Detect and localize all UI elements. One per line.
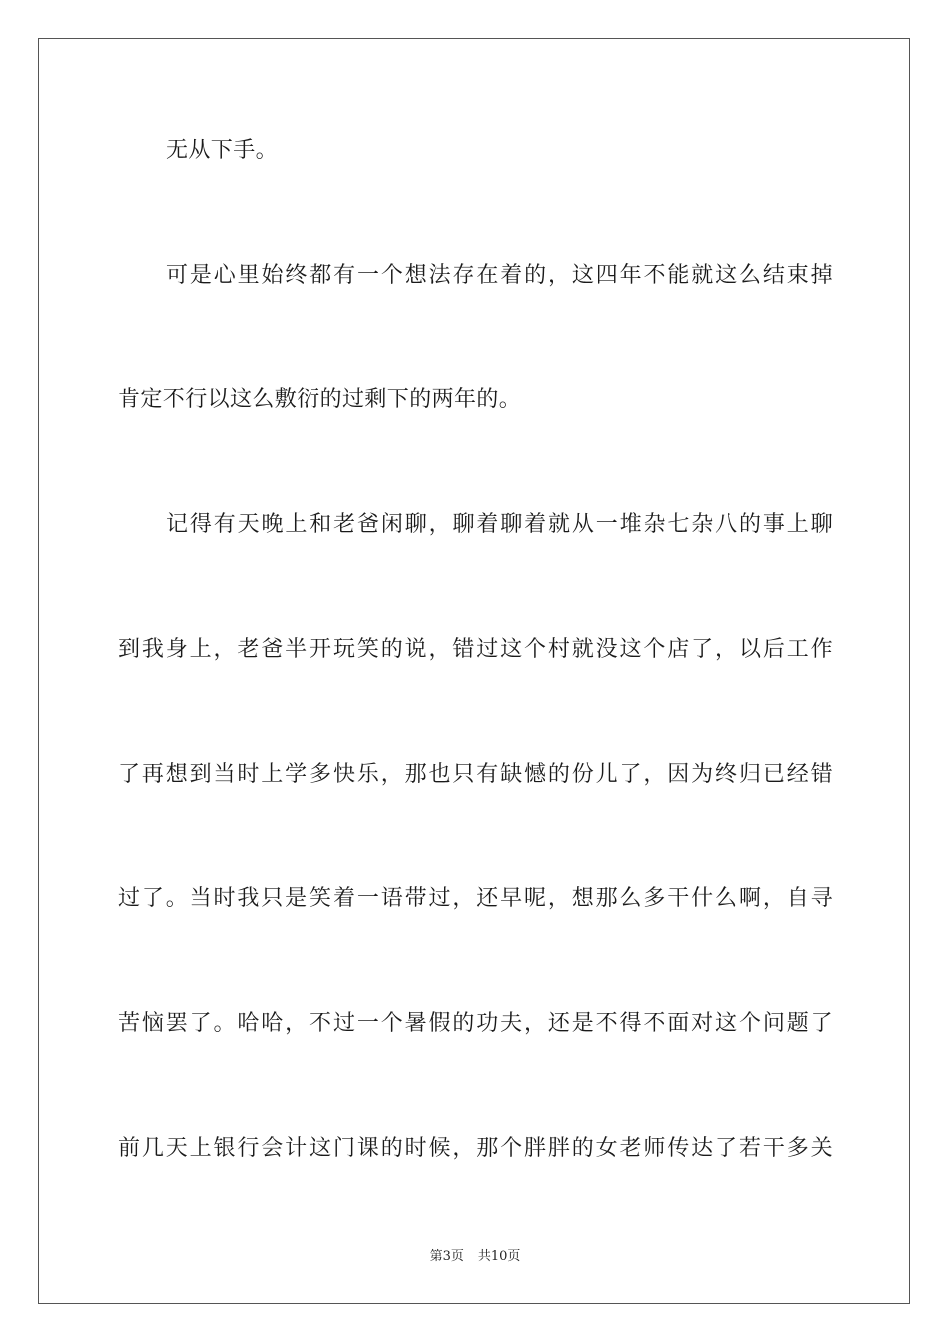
text-line-2: 可是心里始终都有一个想法存在着的，这四年不能就这么结束掉: [166, 263, 833, 288]
page-border: [38, 38, 910, 1304]
text-line-6: 了再想到当时上学多快乐，那也只有缺憾的份儿了，因为终归已经错: [118, 762, 833, 787]
page-number: 第3页: [429, 1249, 464, 1264]
text-line-3: 肯定不行以这么敷衍的过剩下的两年的。: [118, 387, 522, 412]
page-footer: [0, 1248, 950, 1266]
text-line-1: 无从下手。: [166, 138, 279, 163]
text-line-8: 苦恼罢了。哈哈，不过一个暑假的功夫，还是不得不面对这个问题了: [118, 1011, 833, 1036]
page-total: 共10页: [477, 1249, 521, 1264]
text-line-9: 前几天上银行会计这门课的时候，那个胖胖的女老师传达了若干多关: [118, 1136, 833, 1161]
text-line-4: 记得有天晚上和老爸闲聊，聊着聊着就从一堆杂七杂八的事上聊: [166, 512, 833, 537]
text-line-5: 到我身上，老爸半开玩笑的说，错过这个村就没这个店了，以后工作: [118, 637, 833, 662]
text-line-7: 过了。当时我只是笑着一语带过，还早呢，想那么多干什么啊，自寻: [118, 886, 833, 911]
